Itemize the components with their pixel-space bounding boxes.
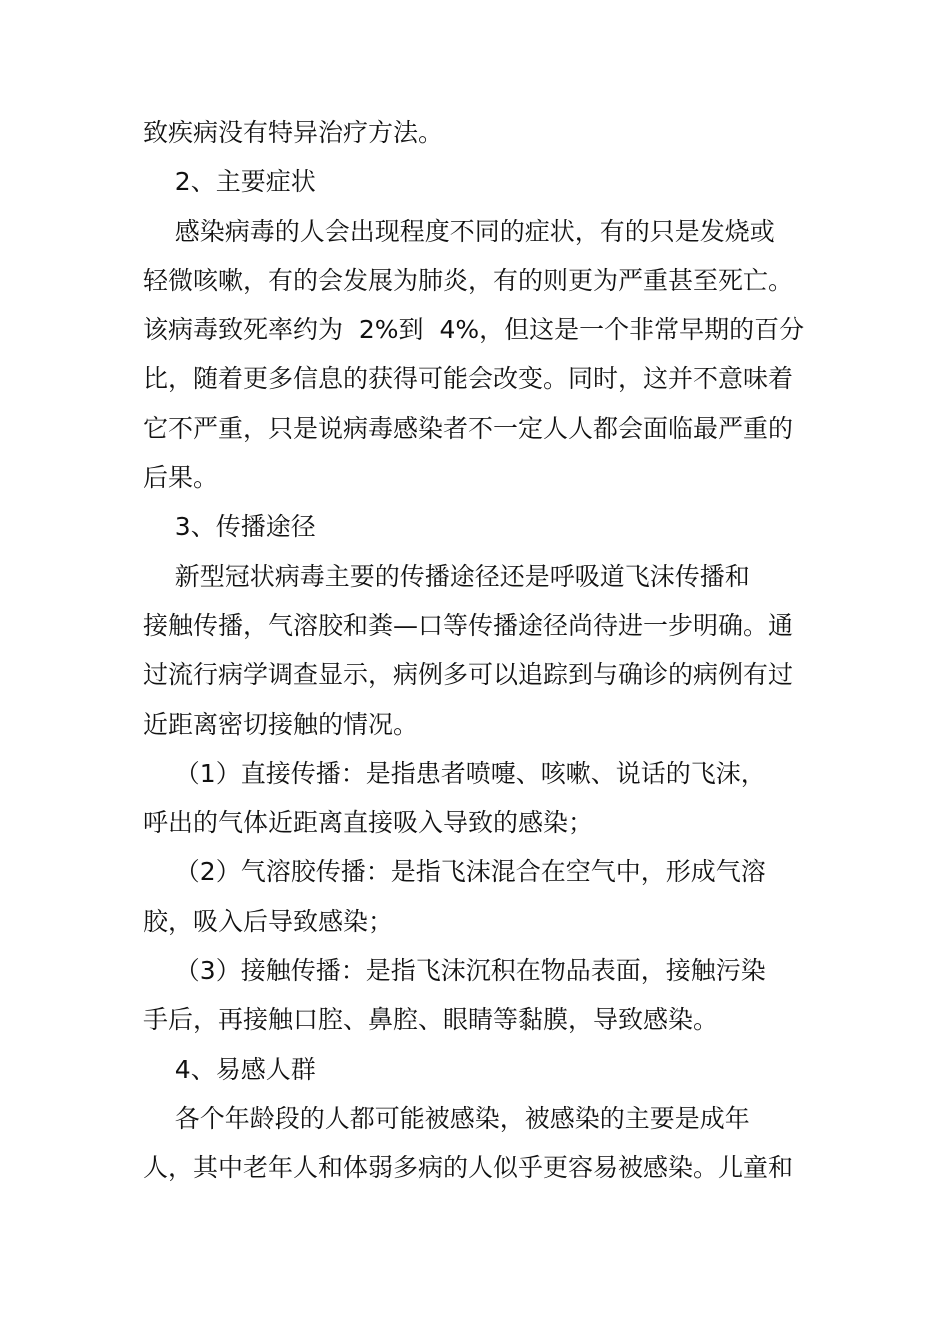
body-line: 新型冠状病毒主要的传播途径还是呼吸道飞沫传播和 [143, 561, 750, 591]
body-line: 比，随着更多信息的获得可能会改变。同时，这并不意味着 [143, 364, 794, 394]
body-line: 它不严重，只是说病毒感染者不一定人人都会面临最严重的 [143, 413, 794, 443]
body-line: 感染病毒的人会出现程度不同的症状，有的只是发烧或 [143, 216, 775, 246]
section-heading-susceptible-population: 4、易感人群 [143, 1054, 316, 1084]
body-line: 过流行病学调查显示，病例多可以追踪到与确诊的病例有过 [143, 660, 794, 690]
section-heading-transmission: 3、传播途径 [143, 512, 316, 542]
body-line: 后果。 [143, 463, 219, 493]
body-line: 呼出的气体近距离直接吸入导致的感染； [143, 808, 594, 838]
document-body [143, 108, 843, 1193]
body-line: 胶，吸入后导致感染； [143, 906, 394, 936]
list-item-contact-transmission: （3）接触传播：是指飞沫沉积在物品表面，接触污染 [143, 956, 766, 986]
section-heading-symptoms: 2、主要症状 [143, 167, 316, 197]
body-line: 接触传播，气溶胶和粪—口等传播途径尚待进一步明确。通 [143, 610, 794, 640]
body-line: 致疾病没有特异治疗方法。 [143, 118, 444, 147]
body-line: 近距离密切接触的情况。 [143, 709, 419, 739]
body-line: 轻微咳嗽，有的会发展为肺炎，有的则更为严重甚至死亡。 [143, 265, 794, 295]
body-line: 手后，再接触口腔、鼻腔、眼睛等黏膜，导致感染。 [143, 1005, 719, 1035]
list-item-aerosol-transmission: （2）气溶胶传播：是指飞沫混合在空气中，形成气溶 [143, 857, 766, 887]
body-line: 各个年龄段的人都可能被感染，被感染的主要是成年 [143, 1103, 750, 1133]
body-line: 该病毒致死率约为 2%到 4%，但这是一个非常早期的百分 [143, 315, 805, 345]
body-line: 人，其中老年人和体弱多病的人似乎更容易被感染。儿童和 [143, 1153, 794, 1183]
list-item-direct-transmission: （1）直接传播：是指患者喷嚏、咳嗽、说话的飞沫， [143, 758, 766, 788]
